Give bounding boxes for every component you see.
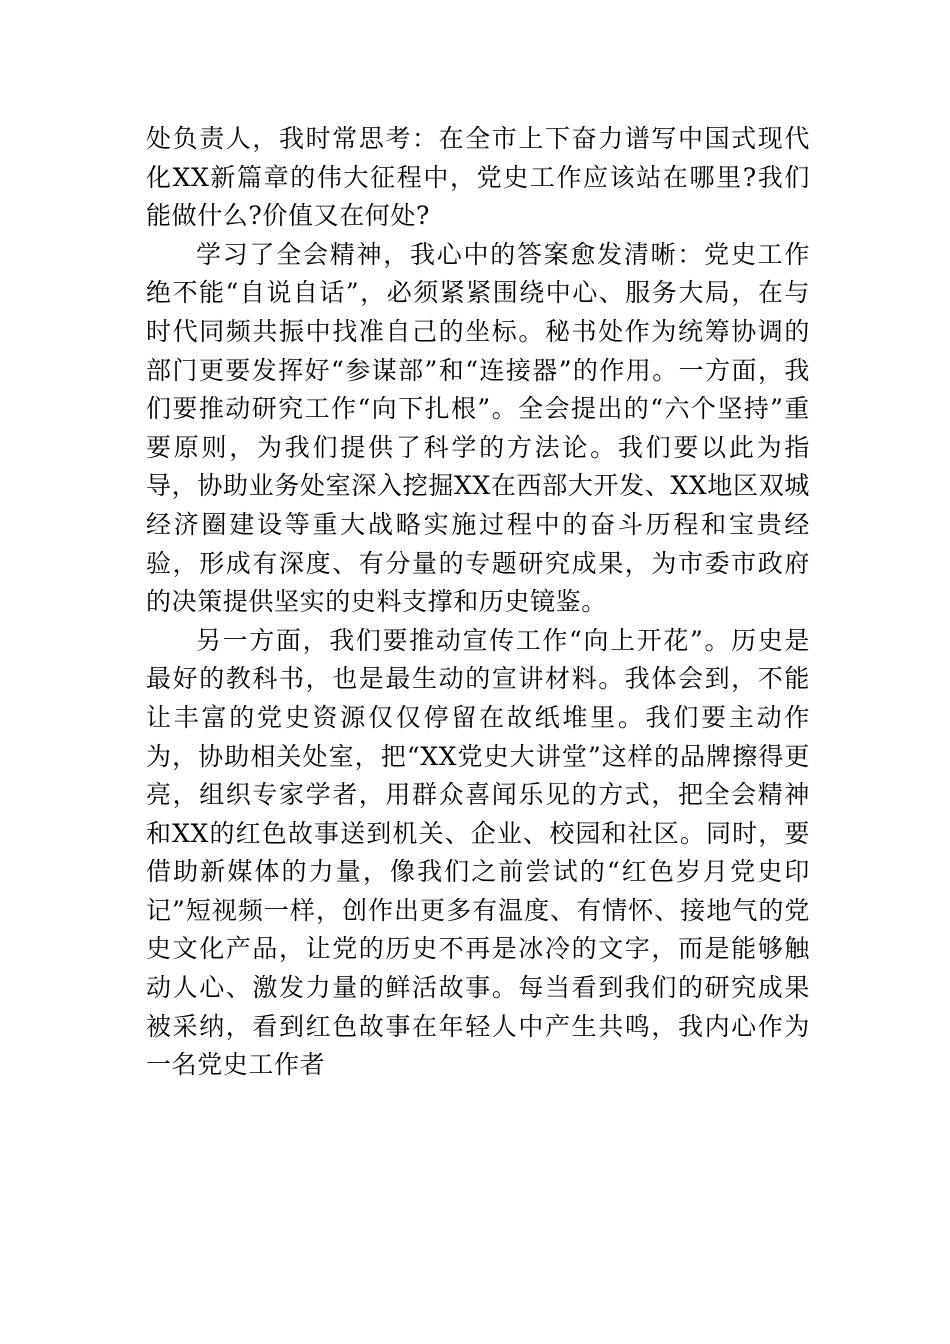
paragraph-continuation: 处负责人，我时常思考：在全市上下奋力谱写中国式现代化XX新篇章的伟大征程中，党史工作应该站在哪里?我们能做什么?价值又在何处? (146, 124, 810, 231)
paragraph-publicity-work: 另一方面，我们要推动宣传工作“向上开花”。历史是最好的教科书，也是最生动的宣讲材料。我体会到，不能让丰富的党史资源仅仅停留在故纸堆里。我们要主动作为，协助相关处室，把“XX党史大讲堂”这样的品牌擦得更亮，组织专家学者，用群众喜闻乐见的方式，把全会精神和XX的红色故事送到机关、企业、校园和社区。同时，要借助新媒体的力量，像我们之前尝试的“红色岁月党史印记”短视频一样，创作出更多有温度、有情怀、接地气的党史文化产品，让党的历史不再是冰冷的文字，而是能够触动人心、激发力量的鲜活故事。每当看到我们的研究成果被采纳，看到红色故事在年轻人中产生共鸣，我内心作为一名党史工作者 (146, 625, 810, 1080)
paragraph-study-plenary: 学习了全会精神，我心中的答案愈发清晰：党史工作绝不能“自说自话”，必须紧紧围绕中心、服务大局，在与时代同频共振中找准自己的坐标。秘书处作为统筹协调的部门更要发挥好“参谋部”和“连接器”的作用。一方面，我们要推动研究工作“向下扎根”。全会提出的“六个坚持”重要原则，为我们提供了科学的方法论。我们要以此为指导，协助业务处室深入挖掘XX在西部大开发、XX地区双城经济圈建设等重大战略实施过程中的奋斗历程和宝贵经验，形成有深度、有分量的专题研究成果，为市委市政府的决策提供坚实的史料支撑和历史镜鉴。 (146, 239, 810, 617)
document-body (146, 120, 810, 1085)
